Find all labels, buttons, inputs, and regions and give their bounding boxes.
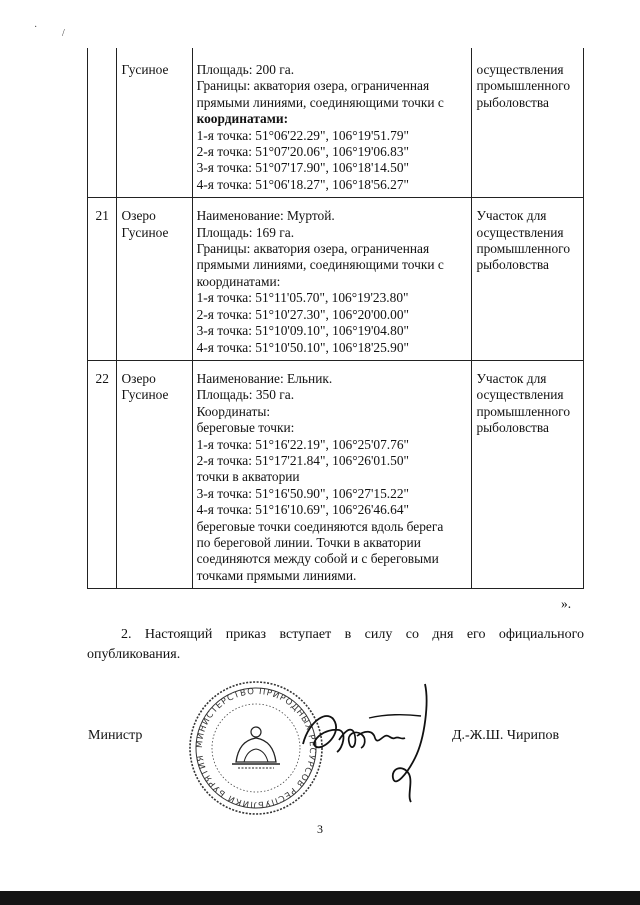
row-number-cell: 21 [88, 198, 117, 361]
description-line: 3-я точка: 51°10'09.10", 106°19'04.80" [196, 323, 409, 339]
scan-mark: / [62, 28, 65, 39]
minister-signature [295, 678, 445, 808]
description-line: Наименование: Муртой. [196, 208, 335, 224]
order-paragraph: 2. Настоящий приказ вступает в силу со дня его официального опубликования. [87, 627, 584, 662]
description-line: 2-я точка: 51°10'27.30", 106°20'00.00" [196, 306, 409, 322]
purpose-line: осуществления [476, 224, 564, 240]
purpose-line: осуществления [476, 62, 564, 77]
purpose-line: Участок для [476, 370, 547, 386]
description-line: Наименование: Ельник. [196, 370, 333, 386]
description-line: Площадь: 350 га. [196, 387, 295, 403]
area-description-cell [192, 198, 472, 361]
signer-title: Министр [88, 728, 143, 743]
description-line: 1-я точка: 51°16'22.19", 106°25'07.76" [196, 436, 409, 452]
row-number-cell: 22 [88, 360, 117, 588]
description-line: точки в акватории [196, 469, 300, 485]
purpose-line: рыболовства [476, 257, 549, 273]
water-body-cell: Озеро Гусиное [117, 360, 192, 588]
description-line: Границы: акватория озера, ограниченная [196, 241, 430, 257]
description-line: координатами: [196, 273, 281, 289]
description-line: прямыми линиями, соединяющими точки с [196, 257, 444, 273]
purpose-line: осуществления [476, 387, 564, 403]
purpose-cell [472, 198, 584, 361]
description-line: 4-я точка: 51°16'10.69", 106°26'46.64" [196, 502, 409, 518]
table-body [88, 48, 584, 589]
purpose-line: рыболовства [476, 420, 549, 436]
description-line: 3-я точка: 51°07'17.90", 106°18'14.50" [196, 160, 409, 176]
description-line: 1-я точка: 51°06'22.29", 106°19'51.79" [196, 127, 409, 143]
description-line: 4-я точка: 51°10'50.10", 106°18'25.90" [196, 339, 409, 355]
description-line: 3-я точка: 51°16'50.90", 106°27'15.22" [196, 485, 409, 501]
description-line: 4-я точка: 51°06'18.27", 106°18'56.27" [196, 176, 409, 192]
page-number: 3 [317, 822, 323, 836]
purpose-line: промышленного [476, 78, 571, 94]
description-line: Границы: акватория озера, ограниченная [196, 78, 430, 94]
description-line: береговые точки соединяются вдоль берега [196, 518, 444, 534]
fishing-areas-table [87, 48, 584, 589]
purpose-cell [472, 360, 584, 588]
description-line: 2-я точка: 51°17'21.84", 106°26'01.50" [196, 452, 409, 468]
row-number-cell [88, 48, 117, 198]
area-description-cell [192, 48, 472, 198]
table-row [88, 198, 584, 361]
table-row [88, 360, 584, 588]
area-description-cell [192, 360, 472, 588]
svg-text:МИНИСТЕРСТВО ПРИРОДНЫХ РЕСУРСО: МИНИСТЕРСТВО ПРИРОДНЫХ РЕСУРСОВ РЕСПУБЛИКИ БУРЯТИЯ [194, 686, 318, 810]
description-line: 1-я точка: 51°11'05.70", 106°19'23.80" [196, 290, 409, 306]
description-line: Координаты: [196, 403, 271, 419]
description-line: 2-я точка: 51°07'20.06", 106°19'06.83" [196, 144, 409, 160]
purpose-line: рыболовства [476, 94, 549, 110]
scan-mark: · [34, 22, 38, 33]
closing-quote: ». [561, 596, 572, 611]
description-line: по береговой линии. Точки в акватории [196, 534, 421, 550]
description-line: Площадь: 169 га. [196, 224, 295, 240]
purpose-line: промышленного [476, 241, 571, 257]
signer-name: Д.-Ж.Ш. Чирипов [452, 728, 560, 743]
table-row [88, 48, 584, 198]
purpose-line: промышленного [476, 403, 571, 419]
water-body-cell: Гусиное [117, 48, 192, 198]
description-line: координатами: [196, 111, 289, 127]
description-line: береговые точки: [196, 420, 295, 436]
description-line: прямыми линиями, соединяющими точки с [196, 94, 444, 110]
description-line: Площадь: 200 га. [196, 62, 295, 77]
description-line: точками прямыми линиями. [196, 567, 357, 583]
water-body-cell: Озеро Гусиное [117, 198, 192, 361]
purpose-line: Участок для [476, 208, 547, 224]
purpose-cell [472, 48, 584, 198]
scan-bottom-edge [0, 891, 640, 905]
description-line: соединяются между собой и с береговыми [196, 551, 439, 567]
